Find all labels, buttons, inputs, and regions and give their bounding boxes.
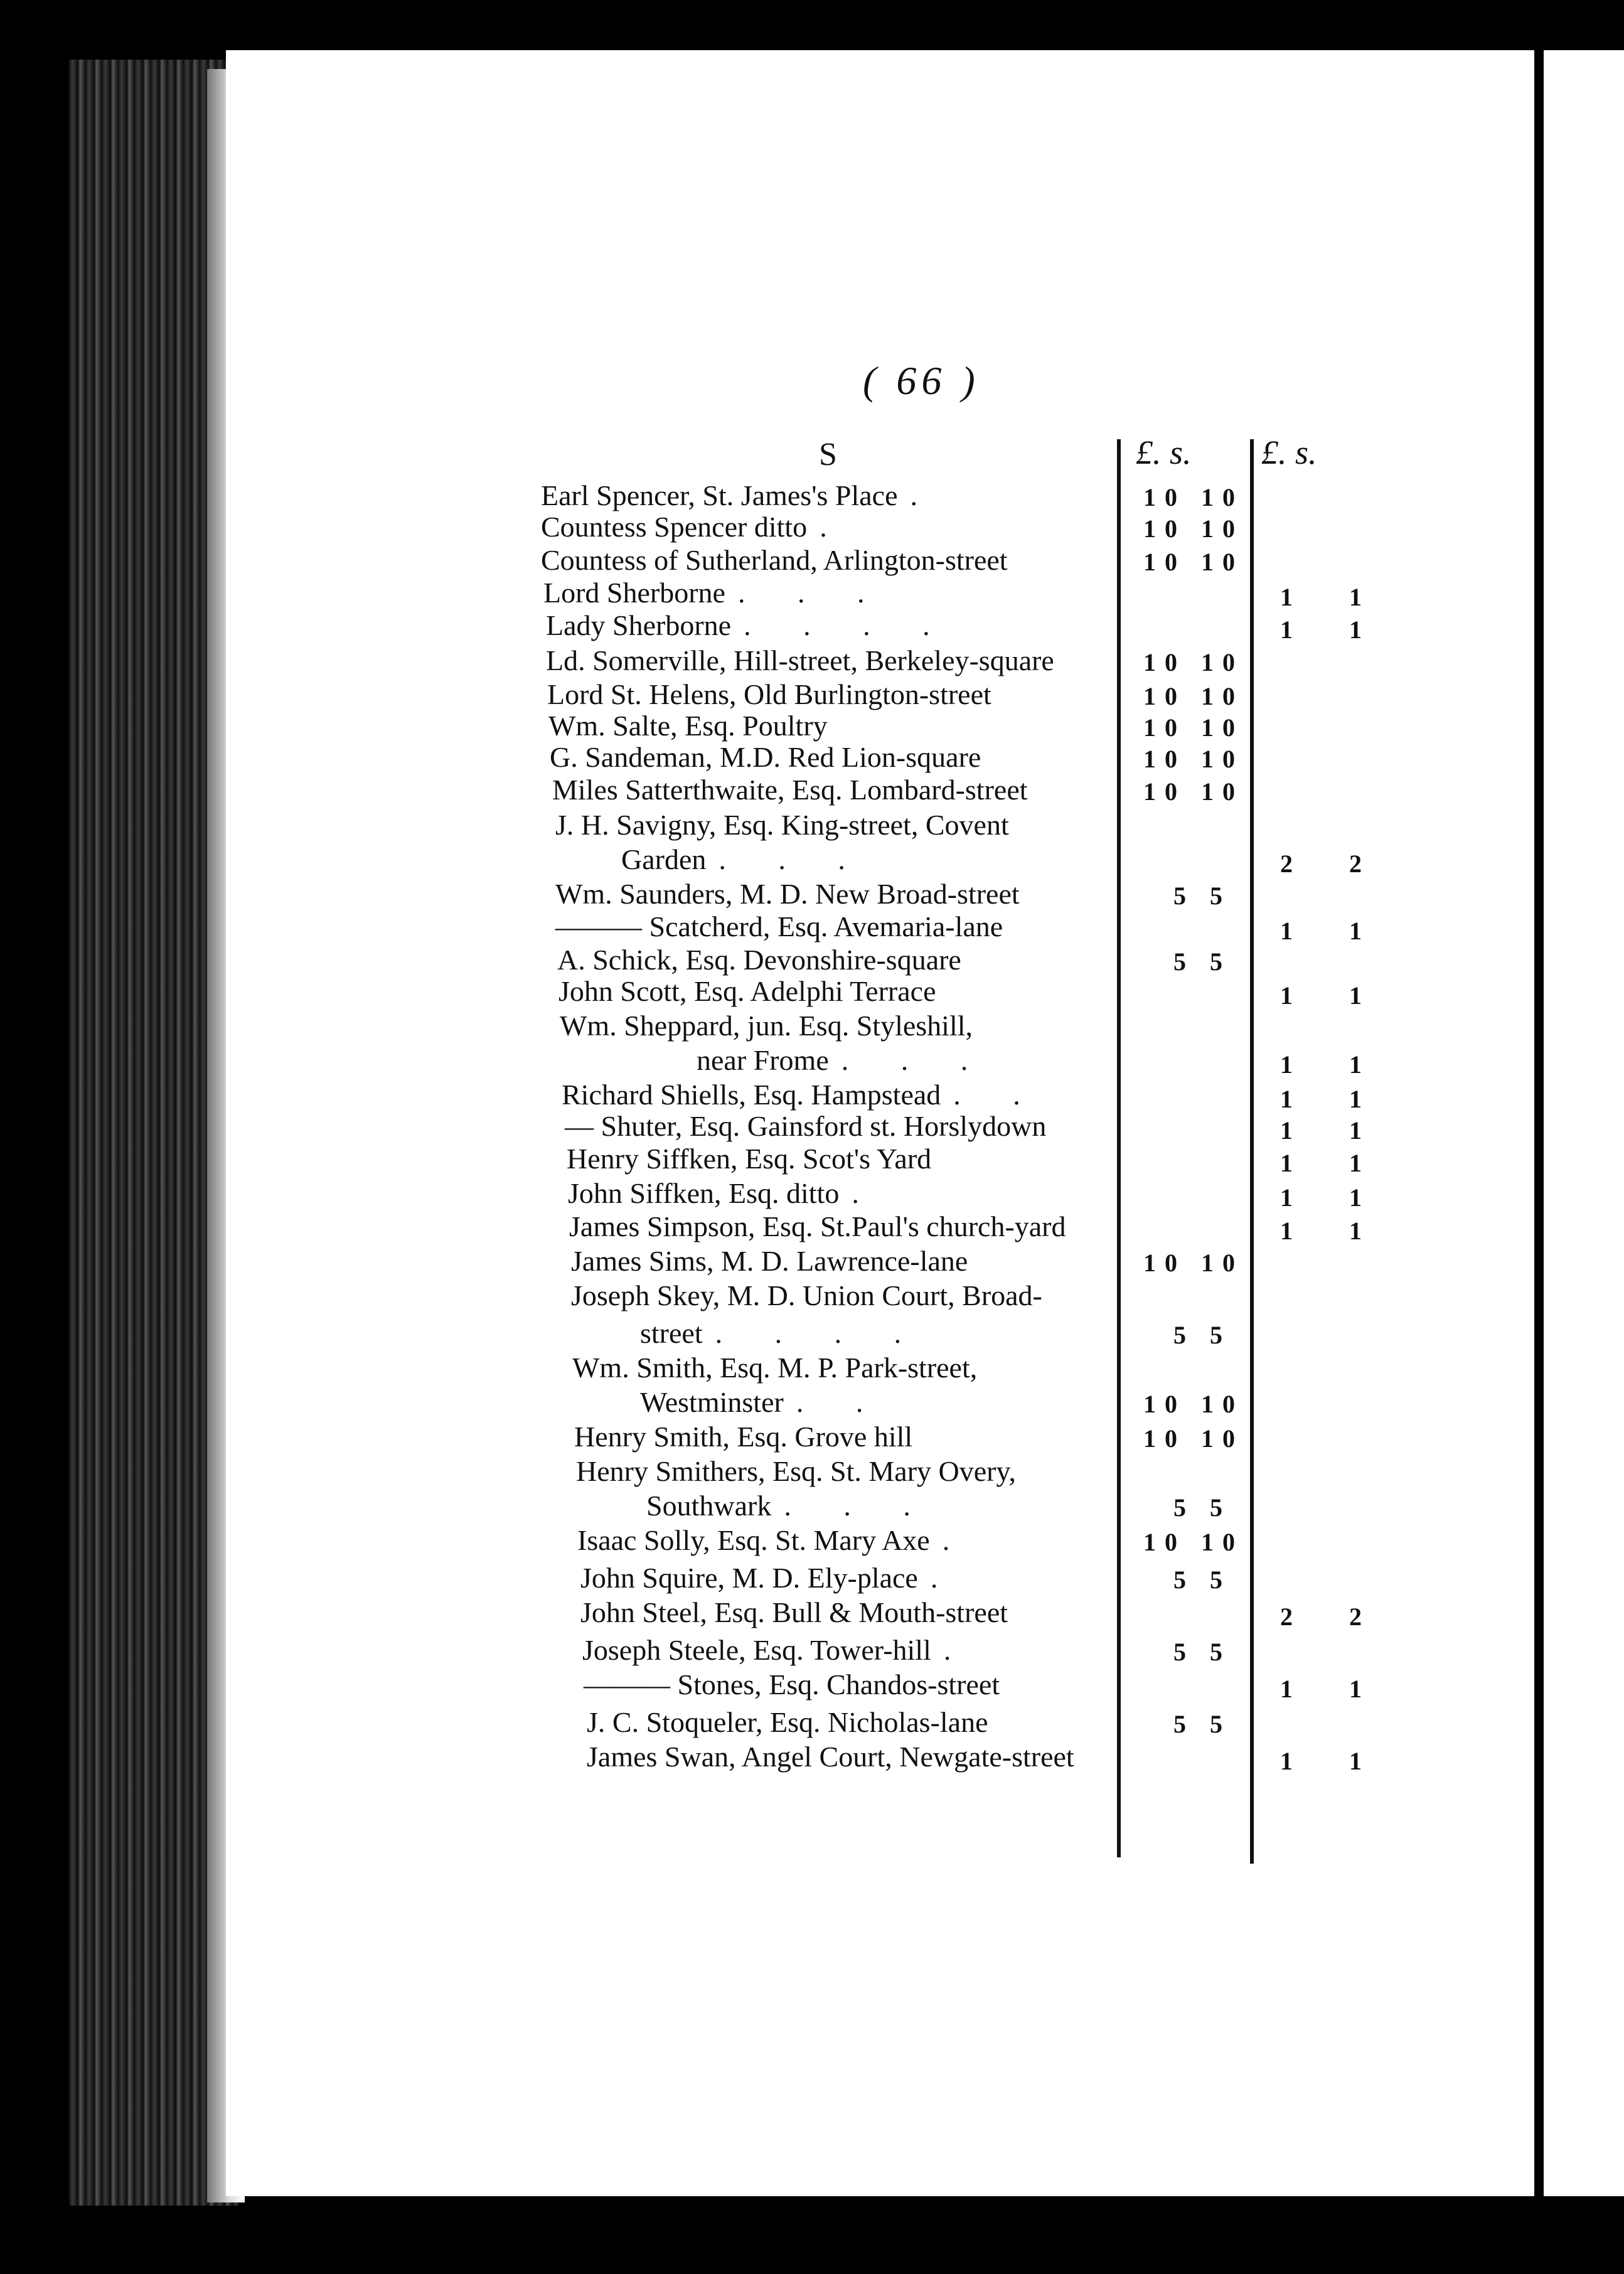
amount-col2: 2 2 [1280, 1603, 1387, 1631]
page-number: ( 66 ) [863, 358, 980, 403]
list-item [646, 1490, 933, 1522]
list-item [555, 809, 1009, 841]
amount-col2: 2 2 [1280, 850, 1387, 878]
amount-col2: 1 1 [1280, 1050, 1387, 1079]
amount-col1: 5 5 [1173, 1566, 1231, 1594]
list-item [640, 1318, 924, 1349]
list-item [558, 976, 936, 1007]
amount-col1: 5 5 [1173, 948, 1231, 976]
amount-col1: 10 10 [1143, 777, 1244, 806]
amount-col1: 10 10 [1143, 1390, 1244, 1418]
list-item [560, 1010, 973, 1042]
amount-col1: 10 10 [1143, 1249, 1244, 1277]
list-item [569, 1211, 1066, 1242]
amount-col1: 5 5 [1173, 1710, 1231, 1738]
amount-col2: 1 1 [1280, 981, 1387, 1010]
subscriber-name: Joseph Steele, Esq. Tower-hill [582, 1634, 931, 1666]
subscriber-name: John Siffken, Esq. ditto [568, 1177, 840, 1209]
list-item [555, 878, 1020, 910]
subscriber-name: Lord Sherborne [543, 577, 725, 609]
subscriber-name: James Sims, M. D. Lawrence-lane [571, 1245, 968, 1277]
leader-dots: . [942, 1524, 973, 1556]
subscriber-name: Garden [621, 843, 707, 875]
leader-dots: . [852, 1177, 882, 1209]
list-item [571, 1280, 1042, 1311]
subscriber-name: Wm. Salte, Esq. Poultry [548, 710, 828, 742]
list-item [543, 577, 887, 609]
amount-col1: 10 10 [1143, 1424, 1244, 1453]
list-item [541, 545, 1008, 576]
list-item [557, 944, 961, 976]
amount-col2: 1 1 [1280, 1675, 1387, 1703]
leader-dots: . [910, 479, 941, 511]
list-item [572, 1352, 977, 1384]
subscriber-name: Wm. Saunders, M. D. New Broad-street [555, 878, 1020, 910]
list-item [580, 1562, 960, 1594]
subscriber-name: Ld. Somerville, Hill-street, Berkeley-square [546, 644, 1054, 676]
list-item [550, 742, 981, 773]
subscriber-name: Earl Spencer, St. James's Place [541, 479, 898, 511]
list-item [541, 511, 850, 543]
amount-col2: 1 1 [1280, 1183, 1387, 1212]
amount-col1: 5 5 [1173, 882, 1231, 910]
column-rule-2 [1250, 439, 1254, 1864]
amount-col1: 5 5 [1173, 1321, 1231, 1349]
leader-dots: . [930, 1562, 961, 1594]
list-item [546, 645, 1054, 676]
subscriber-name: street [640, 1317, 703, 1349]
list-item [541, 480, 940, 511]
leader-dots: . . . [841, 1044, 991, 1076]
leader-dots: . . . [719, 843, 868, 875]
subscriber-name: Henry Smithers, Esq. St. Mary Overy, [576, 1455, 1016, 1487]
subscriber-name: Isaac Solly, Esq. St. Mary Axe [577, 1524, 930, 1556]
leader-dots: . . . . [744, 609, 953, 641]
leader-dots: . . [796, 1386, 886, 1418]
list-item [582, 1635, 973, 1666]
list-item [697, 1045, 990, 1076]
amount-col1: 10 10 [1143, 648, 1244, 676]
subscriber-name: Westminster [640, 1386, 784, 1418]
amount-col2: 1 1 [1280, 1747, 1387, 1775]
list-item [587, 1741, 1074, 1773]
amount-col2: 1 1 [1280, 917, 1387, 945]
subscriber-name: J. C. Stoqueler, Esq. Nicholas-lane [587, 1706, 988, 1738]
column-header-1: £. s. [1136, 434, 1192, 471]
subscriber-name: Lady Sherborne [546, 609, 732, 641]
list-item [546, 610, 953, 641]
amount-col1: 10 10 [1143, 483, 1244, 511]
list-item [547, 679, 991, 710]
subscriber-name: J. H. Savigny, Esq. King-street, Covent [555, 809, 1009, 841]
subscriber-name: John Squire, M. D. Ely-place [580, 1562, 918, 1594]
list-item [621, 844, 868, 875]
list-item [562, 1079, 1043, 1111]
subscriber-name: Countess of Sutherland, Arlington-street [541, 544, 1008, 576]
amount-col2: 1 1 [1280, 1149, 1387, 1177]
subscriber-name: Miles Satterthwaite, Esq. Lombard-street [552, 774, 1028, 806]
list-item [640, 1387, 885, 1418]
amount-col2: 1 1 [1280, 1116, 1387, 1145]
leader-dots: . . [953, 1079, 1043, 1111]
amount-col1: 10 10 [1143, 1528, 1244, 1556]
amount-col1: 10 10 [1143, 548, 1244, 576]
subscriber-name: Richard Shiells, Esq. Hampstead [562, 1079, 941, 1111]
leader-dots: . . . . [715, 1317, 924, 1349]
amount-col1: 10 10 [1143, 745, 1244, 773]
list-item [565, 1111, 1046, 1142]
section-letter: S [819, 437, 837, 472]
subscriber-name: Lord St. Helens, Old Burlington-street [547, 678, 991, 710]
list-item [587, 1707, 988, 1738]
amount-col1: 10 10 [1143, 682, 1244, 710]
subscriber-name: Henry Smith, Esq. Grove hill [574, 1421, 913, 1453]
subscriber-name: Henry Siffken, Esq. Scot's Yard [567, 1143, 932, 1175]
amount-col2: 1 1 [1280, 583, 1387, 611]
subscriber-name: Wm. Sheppard, jun. Esq. Styleshill, [560, 1010, 973, 1042]
list-item [580, 1597, 1008, 1628]
list-item [571, 1246, 968, 1277]
column-header-2: £. s. [1261, 434, 1317, 471]
leader-dots: . [820, 511, 850, 543]
amount-col1: 10 10 [1143, 515, 1244, 543]
subscriber-name: G. Sandeman, M.D. Red Lion-square [550, 741, 981, 773]
list-item [568, 1178, 882, 1209]
column-rule-1 [1117, 439, 1121, 1857]
list-item [574, 1421, 912, 1453]
leader-dots: . [943, 1634, 974, 1666]
subscriber-name: Southwark [646, 1490, 772, 1522]
facing-page-edge [1544, 50, 1624, 2196]
subscriber-name: Wm. Smith, Esq. M. P. Park-street, [572, 1352, 978, 1384]
subscriber-name: ——— Scatcherd, Esq. Avemaria-lane [555, 910, 1003, 942]
subscriber-name: Countess Spencer ditto [541, 511, 808, 543]
subscriber-name: James Simpson, Esq. St.Paul's church-yard [569, 1210, 1066, 1242]
subscriber-name: Joseph Skey, M. D. Union Court, Broad- [571, 1279, 1042, 1311]
subscriber-name: A. Schick, Esq. Devonshire-square [557, 944, 961, 976]
subscriber-name: ——— Stones, Esq. Chandos-street [584, 1668, 1000, 1700]
amount-col1: 5 5 [1173, 1493, 1231, 1522]
list-item [548, 710, 828, 742]
list-item [567, 1143, 931, 1175]
amount-col1: 5 5 [1173, 1638, 1231, 1666]
list-item [555, 911, 1003, 942]
amount-col1: 10 10 [1143, 713, 1244, 742]
amount-col2: 1 1 [1280, 1217, 1387, 1245]
amount-col2: 1 1 [1280, 1085, 1387, 1113]
list-item [576, 1456, 1016, 1487]
leader-dots: . . . [784, 1490, 933, 1522]
subscriber-name: John Scott, Esq. Adelphi Terrace [558, 975, 936, 1007]
subscriber-name: John Steel, Esq. Bull & Mouth-street [580, 1596, 1008, 1628]
list-item [584, 1669, 1000, 1700]
list-item [552, 774, 1028, 806]
subscriber-name: — Shuter, Esq. Gainsford st. Horslydown [565, 1110, 1047, 1142]
subscriber-name: near Frome [697, 1044, 829, 1076]
amount-col2: 1 1 [1280, 616, 1387, 644]
leader-dots: . . . [737, 577, 887, 609]
subscriber-name: James Swan, Angel Court, Newgate-street [587, 1741, 1074, 1773]
list-item [577, 1525, 972, 1556]
